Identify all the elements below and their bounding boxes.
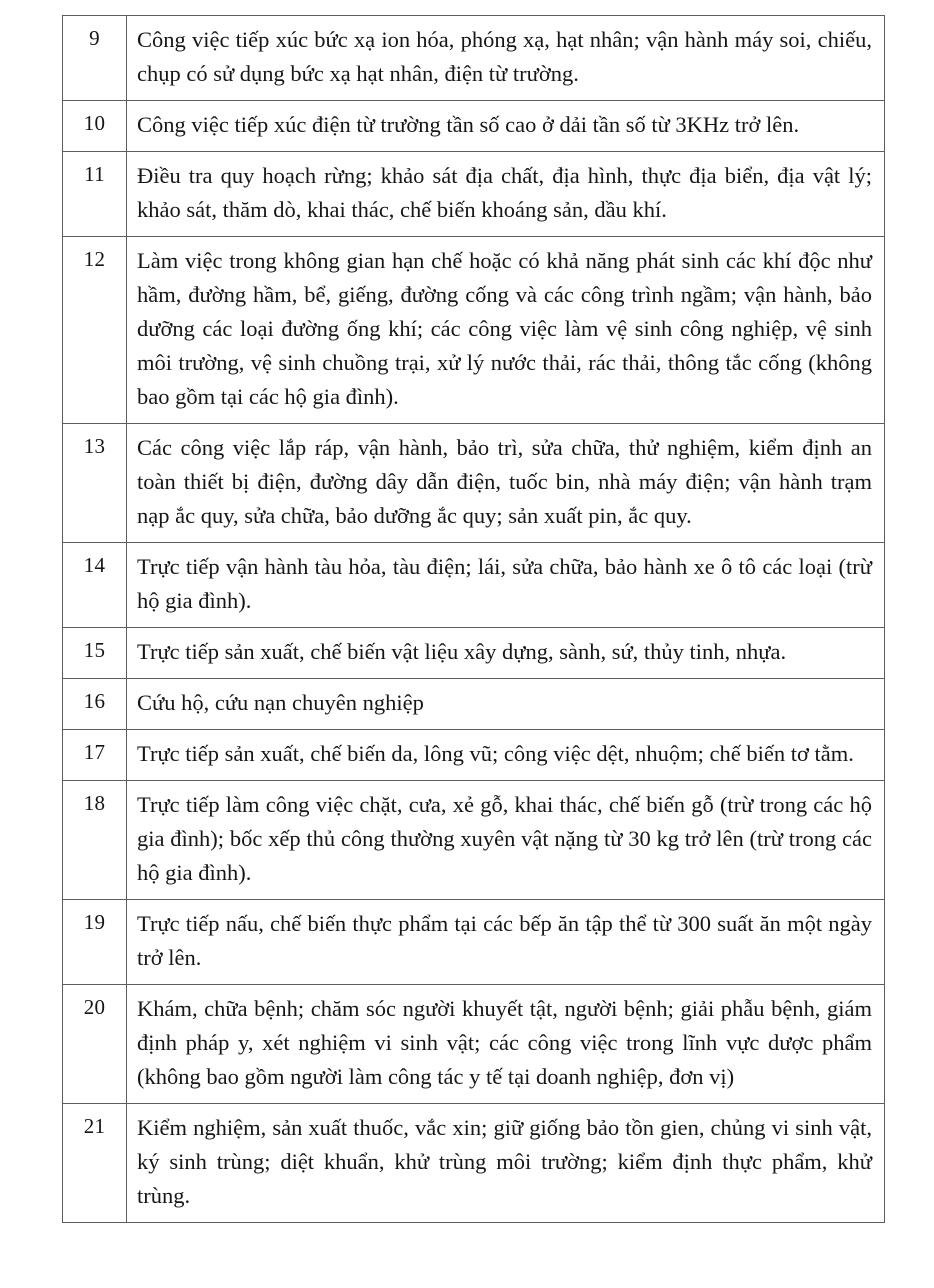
row-description-text: Trực tiếp sản xuất, chế biến vật liệu xây dựng, sành, sứ, thủy tinh, nhựa. (137, 639, 787, 664)
row-description-text: Điều tra quy hoạch rừng; khảo sát địa chất, địa hình, thực địa biển, địa vật lý; khảo sát, thăm dò, khai thác, chế biến khoáng sản, dầu khí. (137, 163, 872, 222)
row-description-text: Các công việc lắp ráp, vận hành, bảo trì, sửa chữa, thử nghiệm, kiểm định an toàn thiết bị điện, đường dây dẫn điện, tuốc bin, nhà máy điện; vận hành trạm nạp ắc quy, sửa chữa, bảo dưỡng ắc quy; sản xuất pin, ắc quy. (137, 435, 872, 528)
table-row (63, 781, 885, 900)
row-description-text: Công việc tiếp xúc bức xạ ion hóa, phóng xạ, hạt nhân; vận hành máy soi, chiếu, chụp có sử dụng bức xạ hạt nhân, điện từ trường. (137, 27, 872, 86)
table-row (63, 152, 885, 237)
row-description-text: Làm việc trong không gian hạn chế hoặc có khả năng phát sinh các khí độc như hầm, đường hầm, bể, giếng, đường cống và các công trình ngầm; vận hành, bảo dưỡng các loại đường ống khí; các công việc làm vệ sinh công nghiệp, vệ sinh môi trường, vệ sinh chuồng trại, xử lý nước thải, rác thải, thông tắc cống (không bao gồm tại các hộ gia đình). (137, 248, 872, 409)
table-row (63, 900, 885, 985)
table-row (63, 628, 885, 679)
table-row (63, 16, 885, 101)
row-description-cell (127, 985, 885, 1104)
row-number-cell: 15 (63, 628, 127, 679)
table-row (63, 1104, 885, 1223)
row-description-cell (127, 900, 885, 985)
row-description-text: Kiểm nghiệm, sản xuất thuốc, vắc xin; giữ giống bảo tồn gien, chủng vi sinh vật, ký sinh trùng; diệt khuẩn, khử trùng môi trường; kiểm định thực phẩm, khử trùng. (137, 1115, 872, 1208)
row-number-cell: 21 (63, 1104, 127, 1223)
row-description-text: Trực tiếp nấu, chế biến thực phẩm tại các bếp ăn tập thể từ 300 suất ăn một ngày trở lên. (137, 911, 872, 970)
row-description-cell (127, 101, 885, 152)
row-description-cell (127, 628, 885, 679)
table-row (63, 730, 885, 781)
row-description-text: Cứu hộ, cứu nạn chuyên nghiệp (137, 690, 424, 715)
row-number-cell: 14 (63, 543, 127, 628)
row-description-cell (127, 152, 885, 237)
row-description-cell (127, 1104, 885, 1223)
row-description-cell (127, 679, 885, 730)
row-number-cell: 17 (63, 730, 127, 781)
row-description-cell (127, 781, 885, 900)
row-description-cell (127, 424, 885, 543)
row-description-text: Trực tiếp sản xuất, chế biến da, lông vũ; công việc dệt, nhuộm; chế biến tơ tằm. (137, 741, 854, 766)
row-description-cell (127, 543, 885, 628)
table-row (63, 424, 885, 543)
table-row (63, 543, 885, 628)
row-number-cell: 12 (63, 237, 127, 424)
row-description-cell (127, 16, 885, 101)
row-description-text: Khám, chữa bệnh; chăm sóc người khuyết tật, người bệnh; giải phẫu bệnh, giám định pháp y, xét nghiệm vi sinh vật; các công việc trong lĩnh vực dược phẩm (không bao gồm người làm công tác y tế tại doanh nghiệp, đơn vị) (137, 996, 872, 1089)
row-number-cell: 18 (63, 781, 127, 900)
occupations-table (62, 15, 885, 1223)
table-row (63, 237, 885, 424)
table-row (63, 985, 885, 1104)
row-number-cell: 13 (63, 424, 127, 543)
table-row (63, 679, 885, 730)
row-number-cell: 9 (63, 16, 127, 101)
table-row (63, 101, 885, 152)
row-description-cell (127, 730, 885, 781)
row-number-cell: 16 (63, 679, 127, 730)
row-description-text: Trực tiếp làm công việc chặt, cưa, xẻ gỗ, khai thác, chế biến gỗ (trừ trong các hộ gia đình); bốc xếp thủ công thường xuyên vật nặng từ 30 kg trở lên (trừ trong các hộ gia đình). (137, 792, 872, 885)
row-number-cell: 19 (63, 900, 127, 985)
row-description-text: Công việc tiếp xúc điện từ trường tần số cao ở dải tần số từ 3KHz trở lên. (137, 112, 800, 137)
table-body (63, 16, 885, 1223)
row-number-cell: 11 (63, 152, 127, 237)
row-description-text: Trực tiếp vận hành tàu hỏa, tàu điện; lái, sửa chữa, bảo hành xe ô tô các loại (trừ hộ gia đình). (137, 554, 872, 613)
row-number-cell: 20 (63, 985, 127, 1104)
row-description-cell (127, 237, 885, 424)
row-number-cell: 10 (63, 101, 127, 152)
